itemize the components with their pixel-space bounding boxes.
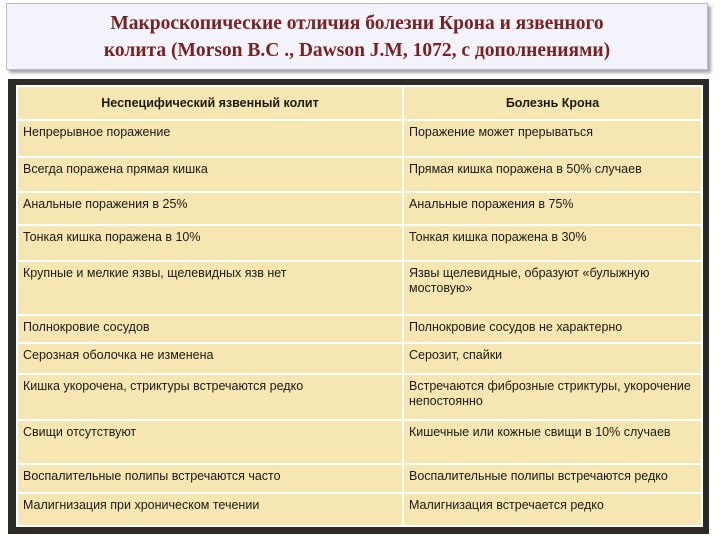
table-row [17,374,702,420]
table-header-row [17,86,702,120]
table-row [17,120,702,156]
cell-ulcerative-colitis: Крупные и мелкие язвы, щелевидных язв нет [17,261,403,315]
page-title: Макроскопические отличия болезни Крона и язвенного колита (Morson B.C ., Dawson J.M, 1072, с дополнениями) [103,12,611,61]
cell-ulcerative-colitis: Воспалительные полипы встречаются часто [17,464,403,493]
cell-ulcerative-colitis: Кишка укорочена, стриктуры встречаются редко [17,374,403,420]
cell-crohn-disease: Малигнизация встречается редко [403,493,702,526]
cell-ulcerative-colitis: Свищи отсутствуют [17,420,403,464]
cell-crohn-disease: Тонкая кишка поражена в 30% [403,225,702,260]
cell-ulcerative-colitis: Полнокровие сосудов [17,315,403,343]
cell-crohn-disease: Встречаются фиброзные стриктуры, укорочение непостоянно [403,374,702,420]
table-row [17,343,702,374]
cell-ulcerative-colitis: Непрерывное поражение [17,120,403,156]
table-row [17,157,702,192]
cell-crohn-disease: Язвы щелевидные, образуют «булыжную мостовую» [403,261,702,315]
column-header-crohn: Болезнь Крона [403,86,702,120]
cell-crohn-disease: Кишечные или кожные свищи в 10% случаев [403,420,702,464]
cell-crohn-disease: Серозит, спайки [403,343,702,374]
table-row [17,493,702,526]
cell-crohn-disease: Воспалительные полипы встречаются редко [403,464,702,493]
cell-crohn-disease: Полнокровие сосудов не характерно [403,315,702,343]
comparison-table [16,85,703,527]
cell-ulcerative-colitis: Всегда поражена прямая кишка [17,157,403,192]
table-row [17,420,702,464]
column-header-uc: Неспецифический язвенный колит [17,86,403,120]
table-row [17,315,702,343]
cell-ulcerative-colitis: Тонкая кишка поражена в 10% [17,225,403,260]
table-row [17,192,702,225]
table-row [17,464,702,493]
cell-ulcerative-colitis: Малигнизация при хроническом течении [17,493,403,526]
table-frame [8,79,709,534]
cell-crohn-disease: Поражение может прерываться [403,120,702,156]
title-banner [6,3,708,70]
cell-ulcerative-colitis: Анальные поражения в 25% [17,192,403,225]
cell-crohn-disease: Анальные поражения в 75% [403,192,702,225]
comparison-table-container [16,85,701,527]
cell-ulcerative-colitis: Серозная оболочка не изменена [17,343,403,374]
table-row [17,225,702,260]
cell-crohn-disease: Прямая кишка поражена в 50% случаев [403,157,702,192]
table-row [17,261,702,315]
